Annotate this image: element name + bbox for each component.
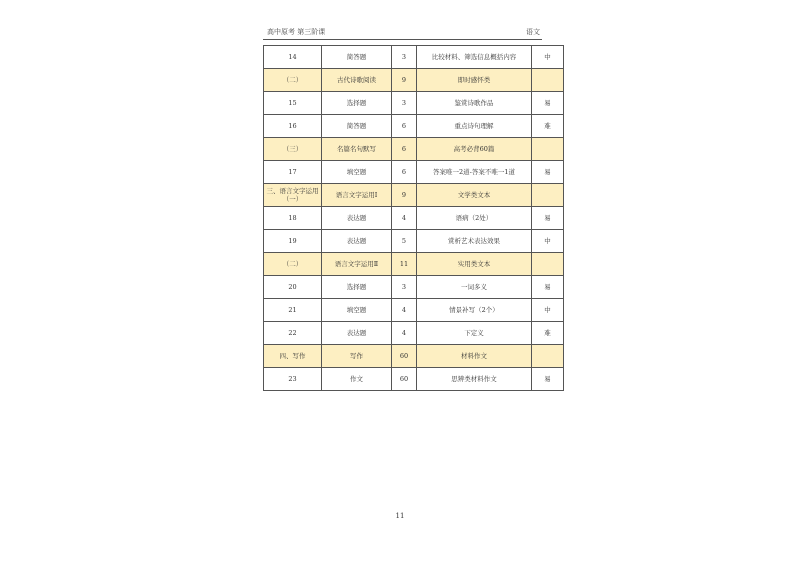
- table-cell-c1: （二）: [264, 253, 322, 276]
- table-cell-c4: 思辨类材料作文: [417, 368, 532, 391]
- table-cell-c3: 9: [392, 184, 417, 207]
- table-cell-c1: 三、语言文字运用（一）: [264, 184, 322, 207]
- table-cell-c4: 高考必背60篇: [417, 138, 532, 161]
- table-cell-c2: 古代诗歌阅读: [322, 69, 392, 92]
- table-cell-c2: 填空题: [322, 161, 392, 184]
- table-cell-c1: 23: [264, 368, 322, 391]
- table-cell-c3: 60: [392, 368, 417, 391]
- table-row: [264, 46, 564, 69]
- table-cell-c5: [532, 138, 564, 161]
- table-cell-c3: 11: [392, 253, 417, 276]
- table-cell-c5: 中: [532, 299, 564, 322]
- table-cell-c4: 情景补写（2个）: [417, 299, 532, 322]
- table-cell-c4: 比较材料、筛选信息概括内容: [417, 46, 532, 69]
- table-cell-c1: 18: [264, 207, 322, 230]
- table-cell-c5: 中: [532, 46, 564, 69]
- table-cell-c4: 文学类文本: [417, 184, 532, 207]
- table-row: [264, 299, 564, 322]
- section-row: [264, 345, 564, 368]
- table-cell-c3: 3: [392, 46, 417, 69]
- table-row: [264, 207, 564, 230]
- table-cell-c5: 易: [532, 276, 564, 299]
- table-cell-c2: 填空题: [322, 299, 392, 322]
- table-cell-c5: [532, 184, 564, 207]
- table-cell-c2: 名篇名句默写: [322, 138, 392, 161]
- table-cell-c1: 22: [264, 322, 322, 345]
- table-cell-c4: 语病（2处）: [417, 207, 532, 230]
- page-number: 11: [395, 512, 405, 520]
- section-row: [264, 138, 564, 161]
- table-cell-c1: 19: [264, 230, 322, 253]
- table-cell-c1: 15: [264, 92, 322, 115]
- table-row: [264, 115, 564, 138]
- table-cell-c4: 材料作文: [417, 345, 532, 368]
- table-cell-c2: 语言文字运用Ⅱ: [322, 253, 392, 276]
- table-cell-c3: 6: [392, 115, 417, 138]
- table-cell-c2: 表达题: [322, 207, 392, 230]
- table-cell-c5: 难: [532, 322, 564, 345]
- table-cell-c1: 四、写作: [264, 345, 322, 368]
- table-cell-c5: 难: [532, 115, 564, 138]
- table-cell-c3: 9: [392, 69, 417, 92]
- table-cell-c1: （二）: [264, 69, 322, 92]
- table-cell-c2: 表达题: [322, 322, 392, 345]
- table-cell-c2: 语言文字运用Ⅰ: [322, 184, 392, 207]
- header-left-text: 高中原考 第三阶课: [267, 28, 326, 36]
- exam-structure-table: [263, 45, 564, 391]
- table-cell-c1: 14: [264, 46, 322, 69]
- table-cell-c3: 4: [392, 207, 417, 230]
- table-cell-c1: 20: [264, 276, 322, 299]
- table-cell-c2: 表达题: [322, 230, 392, 253]
- table-cell-c2: 选择题: [322, 276, 392, 299]
- table-cell-c4: 一词多义: [417, 276, 532, 299]
- table-row: [264, 230, 564, 253]
- table-cell-c5: 易: [532, 92, 564, 115]
- table-cell-c2: 作文: [322, 368, 392, 391]
- table-cell-c4: 鉴赏诗歌作品: [417, 92, 532, 115]
- table-cell-c4: 赏析艺术表达效果: [417, 230, 532, 253]
- table-cell-c2: 简答题: [322, 46, 392, 69]
- page-header: [263, 27, 542, 40]
- table-cell-c2: 选择题: [322, 92, 392, 115]
- table-cell-c3: 5: [392, 230, 417, 253]
- table-cell-c4: 实用类文本: [417, 253, 532, 276]
- table-cell-c5: [532, 253, 564, 276]
- table-cell-c5: 易: [532, 207, 564, 230]
- table-cell-c3: 3: [392, 276, 417, 299]
- section-row: [264, 184, 564, 207]
- table-cell-c2: 写作: [322, 345, 392, 368]
- table-cell-c3: 6: [392, 138, 417, 161]
- table-row: [264, 161, 564, 184]
- table-cell-c5: 中: [532, 230, 564, 253]
- header-right-text: 语文: [526, 28, 540, 36]
- table-cell-c3: 4: [392, 299, 417, 322]
- table-row: [264, 92, 564, 115]
- table-cell-c4: 下定义: [417, 322, 532, 345]
- table-cell-c1: 21: [264, 299, 322, 322]
- table-cell-c2: 简答题: [322, 115, 392, 138]
- table-cell-c4: 即时感怀类: [417, 69, 532, 92]
- table-cell-c4: 答案唯一2道-答案不唯一1道: [417, 161, 532, 184]
- table-cell-c4: 重点诗句理解: [417, 115, 532, 138]
- table-cell-c5: 易: [532, 368, 564, 391]
- table-cell-c1: 16: [264, 115, 322, 138]
- table-row: [264, 368, 564, 391]
- table-row: [264, 276, 564, 299]
- table-cell-c5: [532, 345, 564, 368]
- table-cell-c5: [532, 69, 564, 92]
- section-row: [264, 253, 564, 276]
- table-cell-c3: 3: [392, 92, 417, 115]
- table-cell-c5: 易: [532, 161, 564, 184]
- table-cell-c3: 60: [392, 345, 417, 368]
- table-cell-c3: 4: [392, 322, 417, 345]
- table-cell-c3: 6: [392, 161, 417, 184]
- section-row: [264, 69, 564, 92]
- table-cell-c1: （三）: [264, 138, 322, 161]
- table-row: [264, 322, 564, 345]
- table-cell-c1: 17: [264, 161, 322, 184]
